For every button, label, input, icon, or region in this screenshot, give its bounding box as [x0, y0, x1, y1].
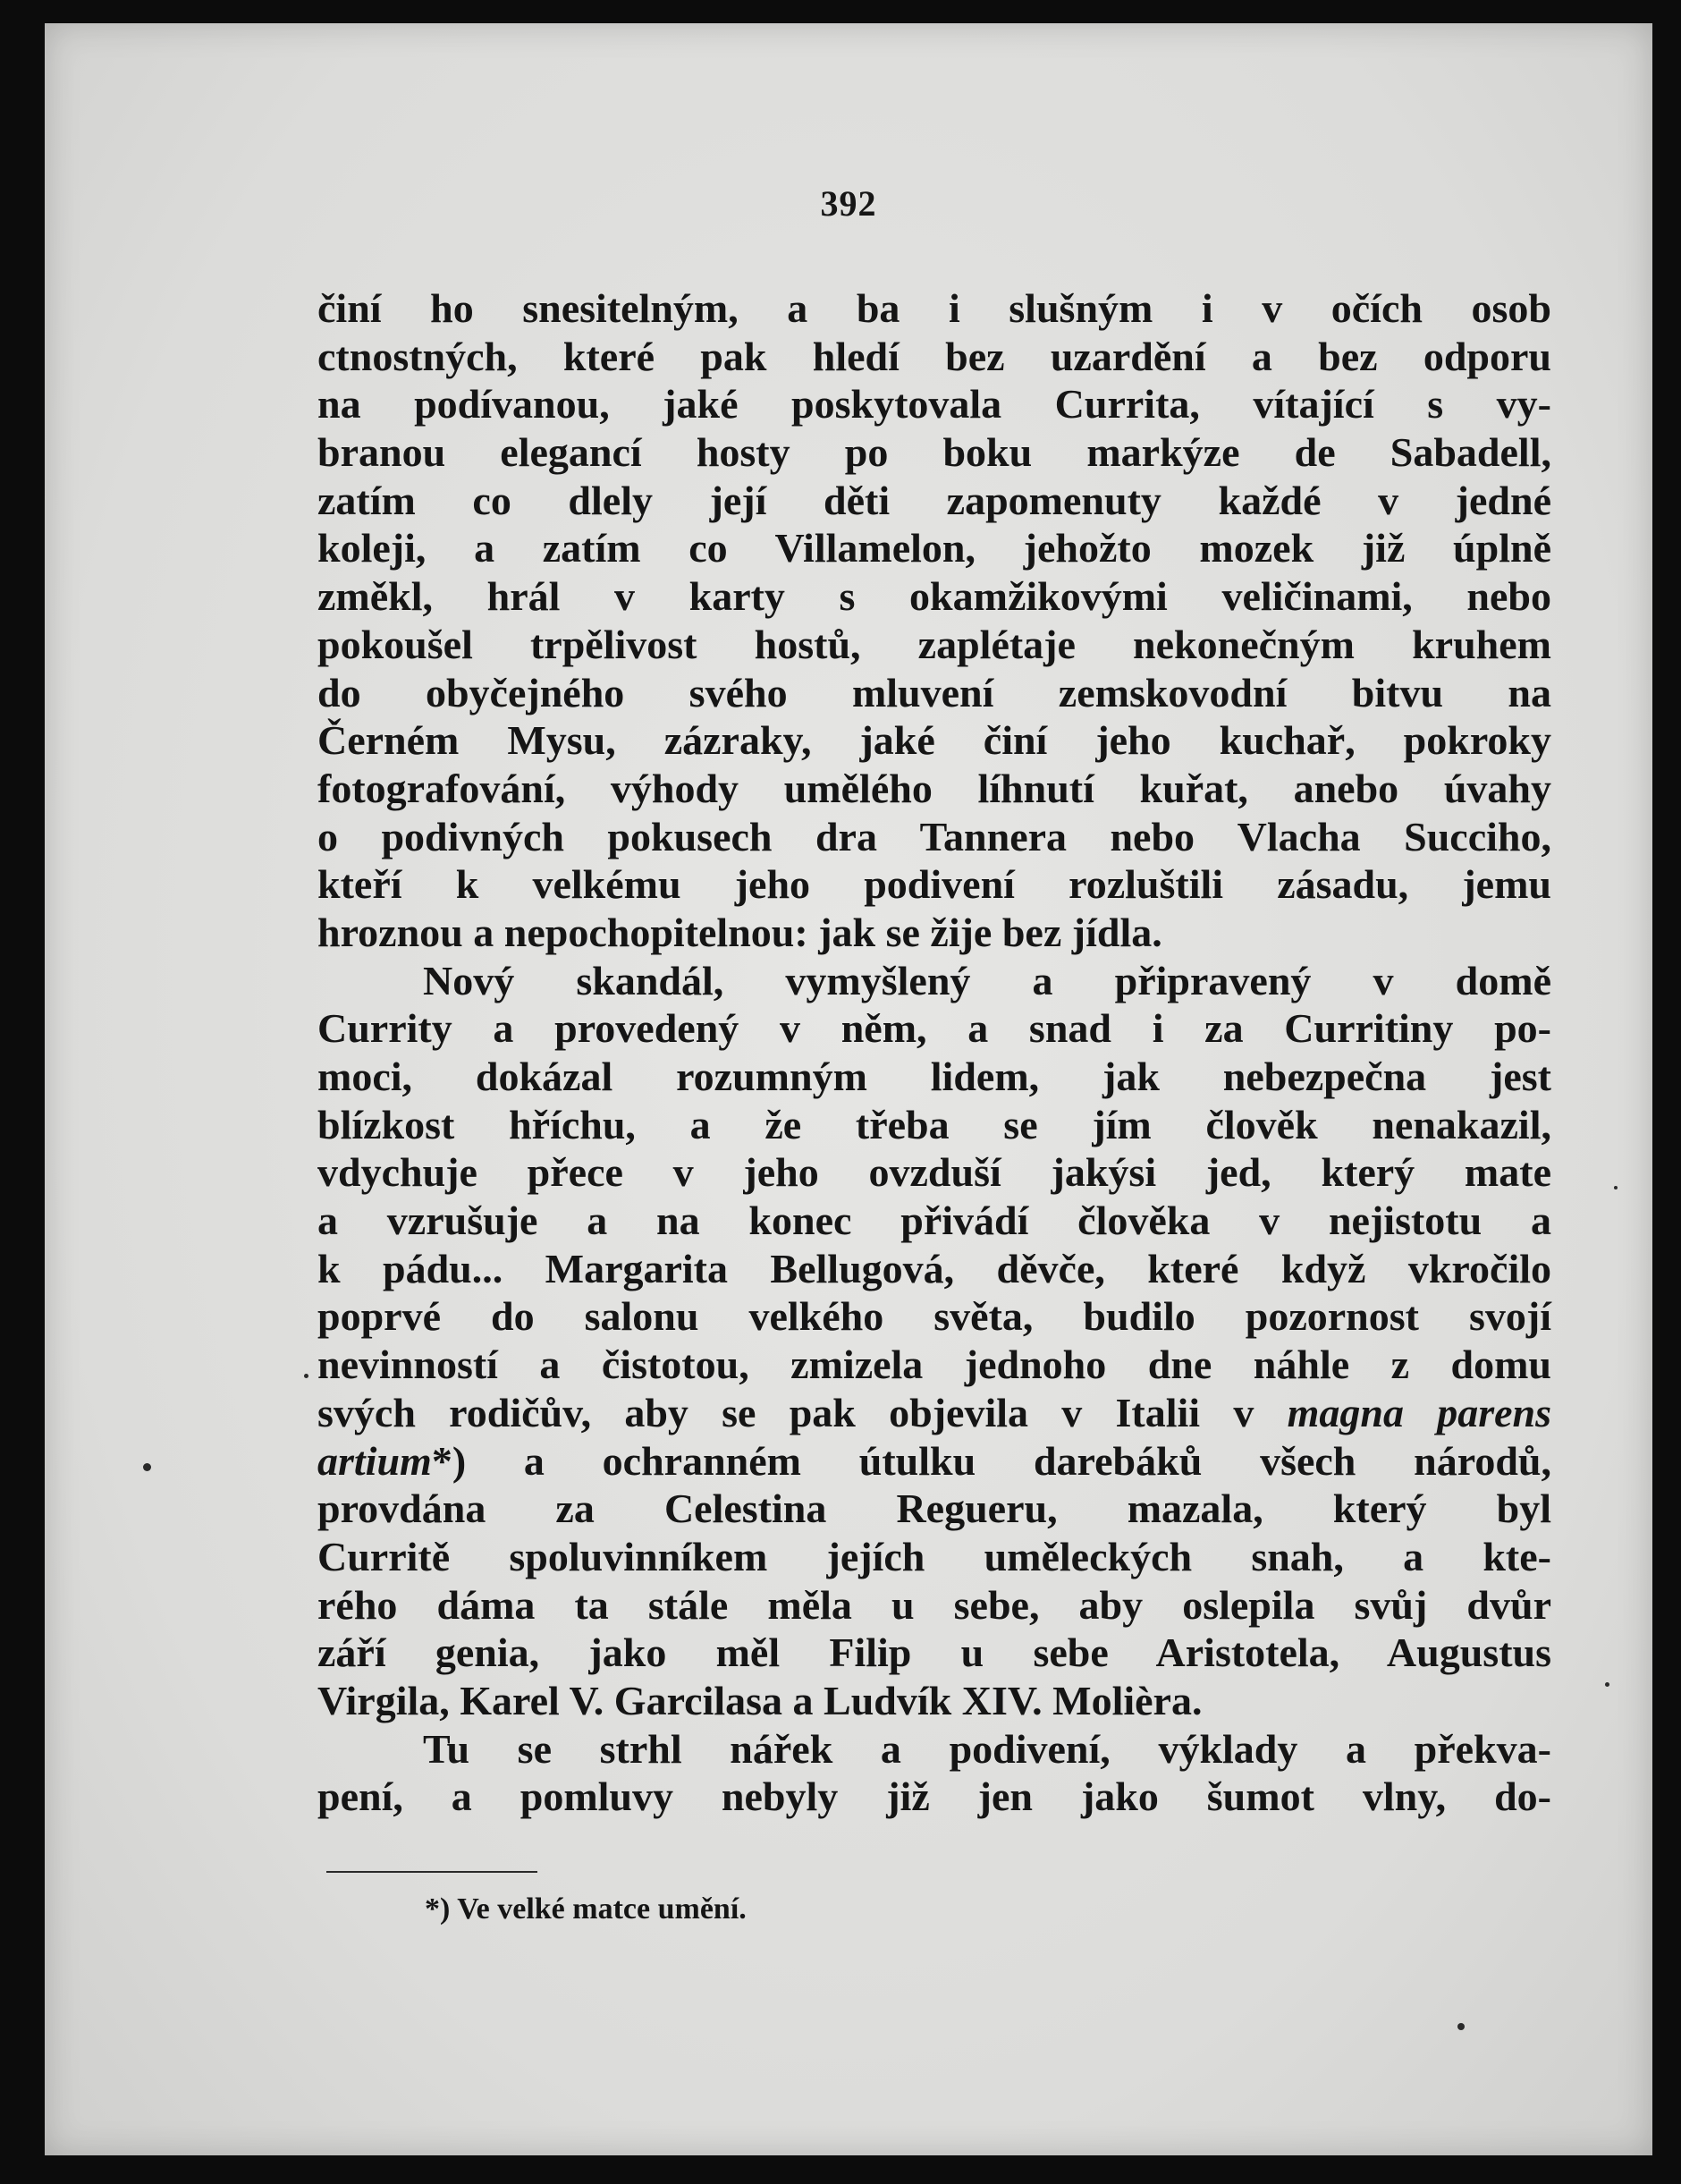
scan-speck — [1614, 1186, 1618, 1189]
text-line: provdána za Celestina Regueru, mazala, který byl — [317, 1486, 1551, 1532]
text-line-with-italic — [317, 1437, 1551, 1486]
scan-speck — [1457, 2023, 1465, 2030]
text-line: Virgila, Karel V. Garcilasa a Ludvík XIV. Molièra. — [317, 1677, 1203, 1723]
scan-speck — [1605, 1682, 1609, 1687]
text-line: do obyčejného svého mluvení zemskovodní bitvu na — [317, 669, 1551, 715]
text-line: k pádu... Margarita Bellugová, děvče, které když vkročilo — [317, 1245, 1551, 1291]
text-line-with-italic — [317, 1389, 1551, 1437]
text-line: koleji, a zatím co Villamelon, jehožto mozek již úplně — [317, 525, 1551, 571]
text-line: pokoušel trpělivost hostů, zaplétaje nekonečným kruhem — [317, 621, 1551, 667]
footnote: *) Ve velké matce umění. — [425, 1892, 747, 1926]
scan-speck — [143, 1463, 151, 1471]
text-line: Černém Mysu, zázraky, jaké činí jeho kuchař, pokroky — [317, 717, 1551, 764]
text-fragment: svých rodičův, aby se pak objevila v Italii v — [317, 1389, 1254, 1435]
text-line: ctnostných, které pak hledí bez uzardění a bez odporu — [317, 333, 1551, 379]
text-line: září genia, jako měl Filip u sebe Aristotela, Augustus — [317, 1630, 1551, 1676]
page-number: 392 — [820, 183, 877, 224]
text-line: Curritě spoluvinníkem jejích uměleckých snah, a kte- — [317, 1533, 1551, 1579]
book-page — [45, 23, 1652, 2155]
text-line: činí ho snesitelným, a ba i slušným i v očích osob — [317, 285, 1551, 331]
body-text — [317, 284, 1551, 1821]
text-line: rého dáma ta stále měla u sebe, aby oslepila svůj dvůr — [317, 1581, 1551, 1628]
text-line: nevinností a čistotou, zmizela jednoho dne náhle z domu — [317, 1342, 1551, 1388]
paragraph-start-line: Tu se strhl nářek a podivení, výklady a překva- — [423, 1725, 1551, 1772]
text-line: fotografování, výhody umělého líhnutí kuřat, anebo úvahy — [317, 765, 1551, 811]
footnote-divider — [326, 1871, 537, 1873]
text-fragment: *) a ochranném útulku darebáků všech národů, — [431, 1437, 1551, 1484]
text-line: hroznou a nepochopitelnou: jak se žije bez jídla. — [317, 909, 1162, 955]
text-line: blízkost hříchu, a že třeba se jím člověk nenakazil, — [317, 1101, 1551, 1147]
text-line: zatím co dlely její děti zapomenuty každé v jedné — [317, 477, 1551, 523]
text-line: moci, dokázal rozumným lidem, jak nebezpečna jest — [317, 1054, 1551, 1099]
text-line: kteří k velkému jeho podivení rozluštili zásadu, jemu — [317, 861, 1551, 908]
text-line: Currity a provedený v něm, a snad i za Curritiny po- — [317, 1005, 1551, 1052]
italic-phrase: artium — [317, 1437, 432, 1484]
text-line: pení, a pomluvy nebyly již jen jako šumot vlny, do- — [317, 1773, 1551, 1820]
text-line: změkl, hrál v karty s okamžikovými veličinami, nebo — [317, 573, 1551, 620]
scan-speck — [304, 1374, 308, 1378]
text-line: a vzrušuje a na konec přivádí člověka v nejistotu a — [317, 1198, 1551, 1244]
text-line: o podivných pokusech dra Tannera nebo Vlacha Succiho, — [317, 813, 1551, 859]
text-line: branou elegancí hosty po boku markýze de Sabadell, — [317, 429, 1551, 476]
text-line: na podívanou, jaké poskytovala Currita, vítající s vy- — [317, 381, 1551, 427]
text-line: poprvé do salonu velkého světa, budilo pozornost svojí — [317, 1293, 1551, 1340]
italic-phrase: magna parens — [1287, 1389, 1551, 1435]
text-line: vdychuje přece v jeho ovzduší jakýsi jed, který mate — [317, 1149, 1551, 1196]
paragraph-start-line: Nový skandál, vymyšlený a připravený v domě — [423, 957, 1551, 1003]
